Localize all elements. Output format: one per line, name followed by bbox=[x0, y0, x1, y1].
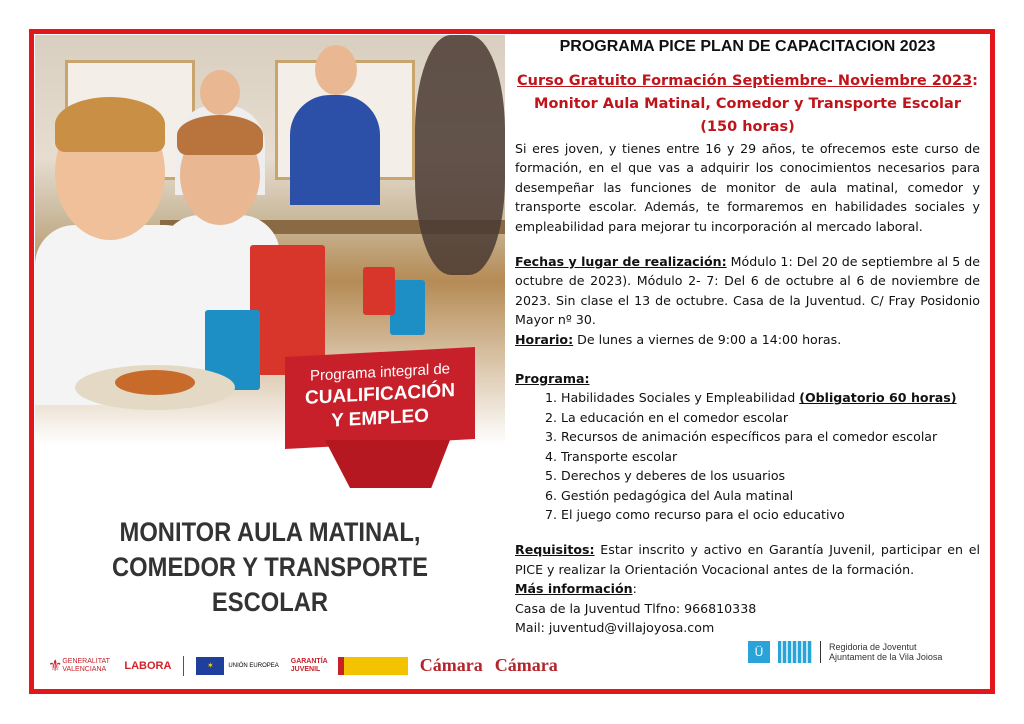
course-info bbox=[515, 38, 980, 637]
logo-garantia-juvenil: GARANTÍA JUVENIL bbox=[290, 657, 328, 673]
logo-generalitat: ⚜ GENERALITAT VALENCIANA bbox=[48, 657, 110, 675]
intro-text: Si eres joven, y tienes entre 16 y 29 años, te ofrecemos este curso de formación, en el que vas a adquirir los conocimientos necesarios para desempeñar las funciones de monitor de aula matinal, comedor y transporte escolar. Además, te formaremos en habilidades sociales y empleabilidad para mejorar tu incorporación al mercado laboral. bbox=[515, 141, 980, 234]
casa-juventud-logo bbox=[778, 641, 812, 663]
banner-line: CUALIFICACIÓN bbox=[305, 380, 455, 409]
requirements-text: Estar inscrito y activo en Garantía Juvenil, participar en el PICE y realizar la Orientación Vocacional antes de la formación. bbox=[515, 542, 980, 577]
course-title bbox=[515, 70, 980, 139]
program-list bbox=[515, 388, 980, 524]
poster-title-line: MONITOR AULA MATINAL, bbox=[119, 517, 421, 547]
logo-camara-espana: Cámara bbox=[419, 655, 483, 675]
sponsor-logos bbox=[48, 655, 558, 676]
banner-line: Y EMPLEO bbox=[331, 405, 429, 432]
schedule-label: Horario: bbox=[515, 331, 574, 347]
course-name: Monitor Aula Matinal, Comedor y Transporte Escolar bbox=[534, 96, 961, 112]
dates-text: Módulo 1: Del 20 de septiembre al 5 de octubre de 2023). Módulo 2- 7: Del 6 de octubre al 6 de noviembre de 2023. Sin clase el 13 de octubre. Casa de la Juventud. C/ Fray Posidonio Mayor nº 30. bbox=[515, 254, 980, 328]
info-label: Más información bbox=[515, 581, 633, 597]
requirements-section bbox=[515, 540, 980, 579]
list-item: 3. Recursos de animación específicos para el comedor escolar bbox=[561, 427, 980, 446]
poster-title-line: COMEDOR Y TRANSPORTE bbox=[112, 552, 428, 582]
list-item bbox=[561, 388, 980, 407]
banner-line: Programa integral de bbox=[309, 360, 451, 385]
logo-gobierno-espana bbox=[338, 657, 408, 675]
list-item: 4. Transporte escolar bbox=[561, 447, 980, 466]
poster-title-line: ESCOLAR bbox=[211, 587, 329, 617]
program-label: Programa: bbox=[515, 371, 590, 387]
list-item: 2. La educación en el comedor escolar bbox=[561, 408, 980, 427]
municipal-line: Regidoria de Joventut bbox=[829, 642, 917, 652]
requirements-label: Requisitos: bbox=[515, 542, 595, 558]
course-hours: (150 horas) bbox=[700, 119, 795, 135]
villajoyosa-shield-icon: Ü bbox=[748, 641, 770, 663]
contact-email[interactable]: Mail: juventud@villajoyosa.com bbox=[515, 619, 715, 635]
dates-label: Fechas y lugar de realización: bbox=[515, 254, 727, 270]
page-title: PROGRAMA PICE PLAN DE CAPACITACION 2023 bbox=[559, 38, 936, 55]
logo-camara-alicante: Cámara bbox=[494, 655, 558, 675]
list-item: 5. Derechos y deberes de los usuarios bbox=[561, 466, 980, 485]
colon: : bbox=[632, 581, 637, 597]
contact-phone: Casa de la Juventud Tlfno: 966810338 bbox=[515, 600, 757, 616]
item-text: Habilidades Sociales y Empleabilidad bbox=[561, 390, 800, 406]
logo-eu: ✶ UNIÓN EUROPEA bbox=[196, 657, 278, 675]
municipal-logos bbox=[748, 641, 942, 663]
course-dates: Curso Gratuito Formación Septiembre- Noviembre 2023 bbox=[517, 73, 973, 89]
program-banner bbox=[285, 347, 475, 449]
colon: : bbox=[972, 73, 978, 89]
item-note: (Obligatorio 60 horas) bbox=[799, 390, 957, 406]
logo-labora: LABORA bbox=[124, 659, 172, 672]
list-item: 7. El juego como recurso para el ocio educativo bbox=[561, 505, 980, 524]
municipal-line: Ajuntament de la Vila Joiosa bbox=[829, 652, 943, 662]
schedule-text: De lunes a viernes de 9:00 a 14:00 horas. bbox=[573, 331, 842, 347]
list-item: 6. Gestión pedagógica del Aula matinal bbox=[561, 486, 980, 505]
dates-section bbox=[515, 252, 980, 330]
poster-title bbox=[94, 515, 446, 620]
schedule-section bbox=[515, 330, 980, 349]
